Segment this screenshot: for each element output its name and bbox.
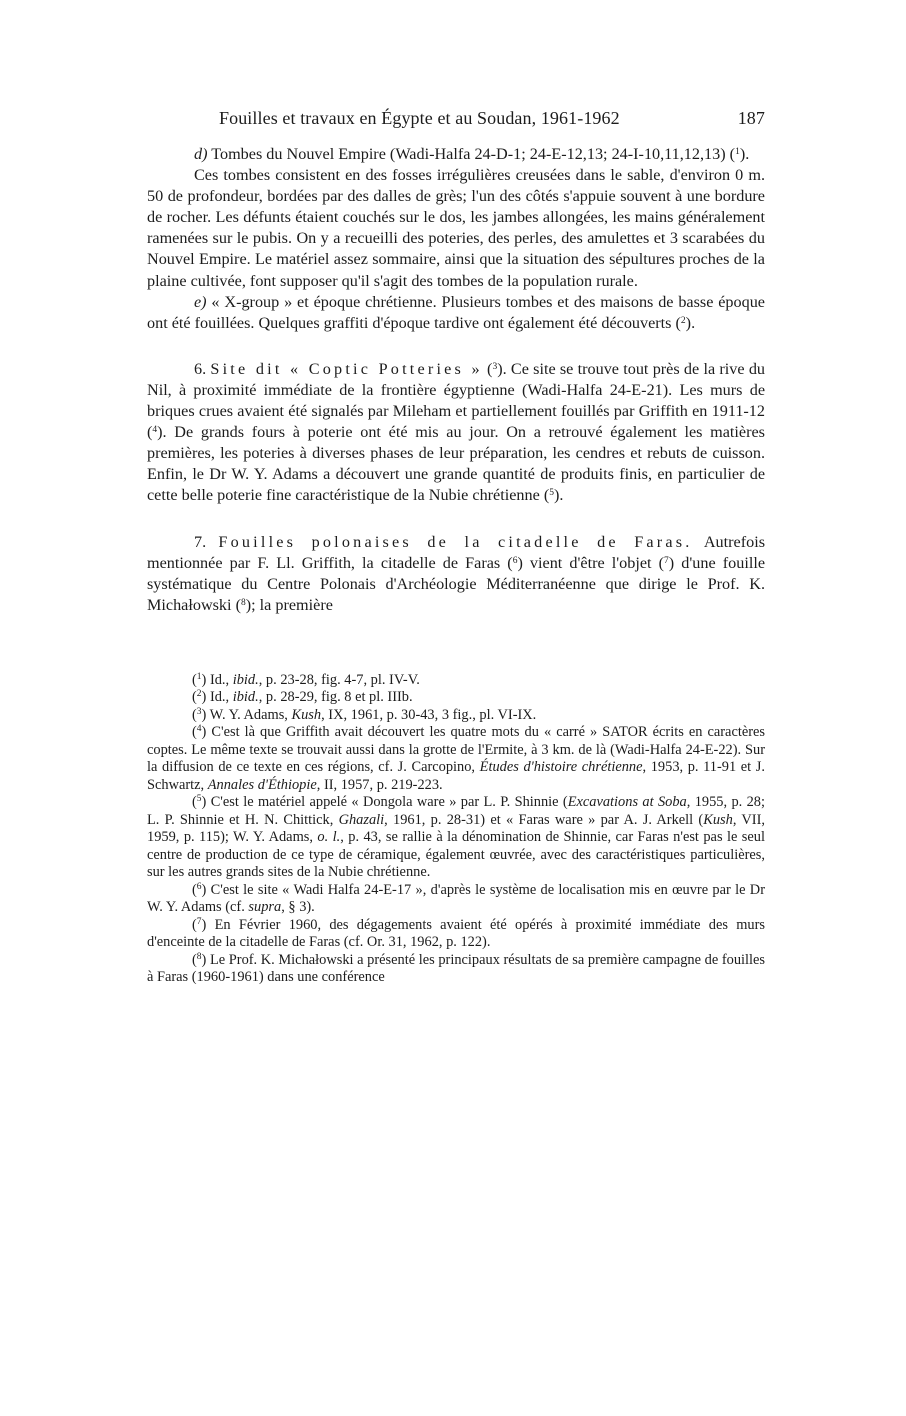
punctuation: . — [691, 313, 696, 332]
punctuation: . — [745, 145, 750, 163]
footnote-text: , VII, 1959, p. 115); W. Y. Adams, — [147, 811, 765, 846]
page-number: 187 — [737, 108, 765, 128]
footnote-text: , II, 1957, p. 219-223. — [316, 776, 443, 793]
footnote-italic: Annales d'Éthiopie — [207, 776, 317, 793]
paragraph-text: . De grands fours à poterie ont été mis au jour. On a retrouvé également les matières premières, les poteries à diverses phases de leur préparation, les cendres et rebuts de cuisson. Enfin, le Dr W. Y. Adams a découvert une grande quantité de produits finis, en particulier de cette belle poterie fine caractéristique de la Nubie chrétienne — [147, 423, 765, 505]
footnote-text: , 1955, p. 28; L. P. Shinnie et H. N. Chittick, — [147, 794, 765, 828]
paragraph-text: vient d'être l'objet — [522, 553, 659, 572]
section-title: Site dit « Coptic Potteries » — [210, 359, 483, 378]
footnote-italic: ibid. — [232, 671, 259, 688]
footnote-ref: 8 — [240, 597, 246, 608]
footnote-text: En Février 1960, des dégagements avaient été opérés à proximité immédiate des murs d'enceinte de la citadelle de Faras (cf. Or. 31, 1962, p. 122). — [147, 916, 765, 951]
footnote-italic: Ghazali — [338, 811, 385, 828]
page — [147, 108, 765, 987]
section-number: 7. — [194, 532, 219, 551]
footnote-italic: Études d'histoire chrétienne — [479, 759, 643, 776]
footnote-ref: 2 — [680, 315, 686, 326]
footnote-ref: 7 — [664, 555, 669, 566]
footnote-text: , p. 43, se rallie à la dénomination de Shinnie, car Faras n'est pas le seul centre de production de ce type de céramique, également œuvrée, avec des caractéristiques particulières, sur les autres grands sites de la Nubie chrétienne. — [147, 829, 765, 881]
list-marker: d) — [194, 145, 208, 163]
footnote-text: Le Prof. K. Michałowski a présenté les principaux résultats de sa première campagne de fouilles à Faras (1960-1961) dans une conférence — [147, 951, 765, 986]
footnote-2: ($^2$) Id., ibid., p. 28-29, fig. 8 et pl. IIIb. — [192, 689, 413, 706]
list-marker: e) — [194, 292, 207, 311]
section-title: Fouilles polonaises de la citadelle de Faras. — [218, 532, 693, 551]
paragraph-text: d'une fouille systématique du Centre Polonais d'Archéologie Méditerranéenne que dirige le Prof. K. Michałowski — [147, 553, 766, 614]
footnote-mark: 6 — [196, 881, 202, 892]
footnote-7: ($^7$) En Février 1960, des dégagements avaient été opérés à proximité immédiate des murs d'enceinte de la citadelle de Faras (cf. Or. 31, 1962, p. 122). — [147, 916, 765, 951]
paragraph-d-detail: Ces tombes consistent en des fosses irrégulières creusées dans le sable, d'environ 0 m. 50 de profondeur, bordées par des dalles de grès; l'un des côtés s'appuie souvent à une bordure de rocher. Les défunts étaient couchés sur le dos, les jambes allongées, les mains généralement ramenées sur le pubis. On y a recueilli des poteries, des perles, des amulettes et 3 scarabées du Nouvel Empire. Le matériel assez sommaire, ainsi que la situation des sépultures proches de la plaine cultivée, font supposer qu'il s'agit des tombes de la population rurale. — [147, 166, 765, 290]
footnote-ref: 3 — [492, 361, 498, 372]
footnote-text: C'est le site « Wadi Halfa 24-E-17 », d'après le système de localisation mis en œuvre par le Dr W. Y. Adams (cf. — [147, 881, 765, 916]
footnote-text: , § 3). — [281, 899, 315, 916]
footnote-text: Id., — [206, 689, 233, 706]
body-text — [147, 144, 765, 616]
paragraph-text: . Ce site se trouve tout près de la rive du Nil, à proximité immédiate de la frontière égyptienne (Wadi-Halfa 24-E-21). Les murs de briques crues avaient été signalés par Mileham et partiellement fouillés par Griffith en 1911-12 — [147, 359, 766, 421]
footnote-italic: ibid. — [232, 689, 259, 706]
footnote-italic: o. l. — [317, 829, 341, 846]
footnote-ref: 4 — [152, 425, 158, 436]
section-number: 6. — [194, 359, 211, 378]
footnote-ref: 1 — [735, 147, 740, 157]
footnote-mark: 3 — [196, 706, 202, 717]
footnote-mark: 5 — [196, 794, 202, 805]
footnote-italic: Kush — [703, 811, 733, 828]
footnote-mark: 8 — [196, 951, 202, 962]
footnote-1: ($^1$) Id., ibid., p. 23-28, fig. 4-7, pl. IV-V. — [192, 671, 420, 688]
footnote-3: ($^3$) W. Y. Adams, Kush, IX, 1961, p. 30-43, 3 fig., pl. VI-IX. — [192, 706, 537, 723]
footnote-mark: 1 — [196, 671, 202, 682]
footnote-6: ($^6$) C'est le site « Wadi Halfa 24-E-17 », d'après le système de localisation mis en œuvre par le Dr W. Y. Adams (cf. supra, § 3). — [147, 881, 765, 916]
footnote-mark: 7 — [196, 916, 202, 927]
punctuation: . — [559, 486, 564, 505]
footnote-8: ($^8$) Le Prof. K. Michałowski a présenté les principaux résultats de sa première campagne de fouilles à Faras (1960-1961) dans une conférence — [147, 951, 765, 986]
footnote-text: W. Y. Adams, — [206, 706, 292, 723]
footnote-text: C'est le matériel appelé « Dongola ware » par L. P. Shinnie ( — [206, 794, 568, 811]
footnote-italic: Kush — [291, 706, 322, 723]
paragraph-text: ; la première — [251, 595, 333, 614]
section-6: 6. Site dit « Coptic Potteries » ($^3$). Ce site se trouve tout près de la rive du Nil, à proximité immédiate de la frontière égyptienne (Wadi-Halfa 24-E-21). Les murs de briques crues avaient été signalés par Mileham et partiellement fouillés par Griffith en 1911-12 ($^4$). De grands fours à poterie ont été mis au jour. On a retrouvé également les matières premières, les poteries à diverses phases de leur préparation, les cendres et rebuts de cuisson. Enfin, le Dr W. Y. Adams a découvert une grande quantité de produits finis, en particulier de cette belle poterie fine caractéristique de la Nubie chrétienne ($^5$). — [147, 359, 766, 505]
footnote-text: , 1961, p. 28-31) et « Faras ware » par A. J. Arkell ( — [384, 811, 704, 828]
paragraph-text: Tombes du Nouvel Empire (Wadi-Halfa 24-D-1; 24-E-12,13; 24-I-10,11,12,13) — [207, 145, 730, 163]
footnote-text: , 1953, p. 11-91 et J. Schwartz, — [147, 759, 766, 793]
running-header — [147, 108, 765, 134]
running-title: Fouilles et travaux en Égypte et au Soudan, 1961-1962 — [219, 108, 620, 128]
paragraph-text: « X-group » et époque chrétienne. Plusieurs tombes et des maisons de basse époque ont été fouillées. Quelques graffiti d'époque tardive ont également été découverts — [147, 292, 765, 332]
footnote-italic: Excavations at Soba — [567, 794, 687, 811]
footnote-5: ($^5$) C'est le matériel appelé « Dongola ware » par L. P. Shinnie (Excavations at Soba, 1955, p. 28; L. P. Shinnie et H. N. Chittick, Ghazali, 1961, p. 28-31) et « Faras ware » par A. J. Arkell (Kush, VII, 1959, p. 115); W. Y. Adams, o. l., p. 43, se rallie à la dénomination de Shinnie, car Faras n'est pas le seul centre de production de ce type de céramique, également œuvrée, avec des caractéristiques particulières, sur les autres grands sites de la Nubie chrétienne. — [147, 794, 765, 881]
footnote-italic: supra — [248, 899, 282, 916]
footnote-mark: 2 — [196, 689, 202, 700]
section-7: 7. Fouilles polonaises de la citadelle de Faras. Autrefois mentionnée par F. Ll. Griffith, la citadelle de Faras ($^6$) vient d'être l'objet ($^7$) d'une fouille systématique du Centre Polonais d'Archéologie Méditerranéenne que dirige le Prof. K. Michałowski ($^8$); la première — [147, 532, 766, 614]
footnote-text: , p. 28-29, fig. 8 et pl. IIIb. — [258, 689, 413, 706]
footnote-text: C'est là que Griffith avait découvert les quatre mots du « carré » SATOR écrits en caractères coptes. Le même texte se trouvait aussi dans la grotte de l'Ermite, à 3 km. de là (Wadi-Halfa 24-E-22). Sur la diffusion de ce texte en ces régions, cf. J. Carcopino, — [147, 724, 765, 776]
paragraph-d: d) Tombes du Nouvel Empire (Wadi-Halfa 24-D-1; 24-E-12,13; 24-I-10,11,12,13) ($^1$). — [194, 145, 750, 163]
footnote-ref: 6 — [512, 555, 518, 566]
footnote-ref: 5 — [549, 488, 554, 499]
footnote-4: ($^4$) C'est là que Griffith avait découvert les quatre mots du « carré » SATOR écrits en caractères coptes. Le même texte se trouvait aussi dans la grotte de l'Ermite, à 3 km. de là (Wadi-Halfa 24-E-22). Sur la diffusion de ce texte en ces régions, cf. J. Carcopino, Études d'histoire chrétienne, 1953, p. 11-91 et J. Schwartz, Annales d'Éthiopie, II, 1957, p. 219-223. — [147, 724, 766, 793]
paragraph-e: e) « X-group » et époque chrétienne. Plusieurs tombes et des maisons de basse époque ont été fouillées. Quelques graffiti d'époque tardive ont également été découverts ($^2$). — [147, 292, 765, 332]
footnote-text: , p. 23-28, fig. 4-7, pl. IV-V. — [258, 671, 420, 688]
footnotes — [147, 672, 765, 987]
footnote-mark: 4 — [196, 724, 202, 735]
footnote-text: Id., — [206, 671, 233, 688]
paragraph-text: Autrefois mentionnée par F. Ll. Griffith, la citadelle de Faras — [147, 532, 765, 572]
footnote-text: , IX, 1961, p. 30-43, 3 fig., pl. VI-IX. — [321, 706, 537, 723]
